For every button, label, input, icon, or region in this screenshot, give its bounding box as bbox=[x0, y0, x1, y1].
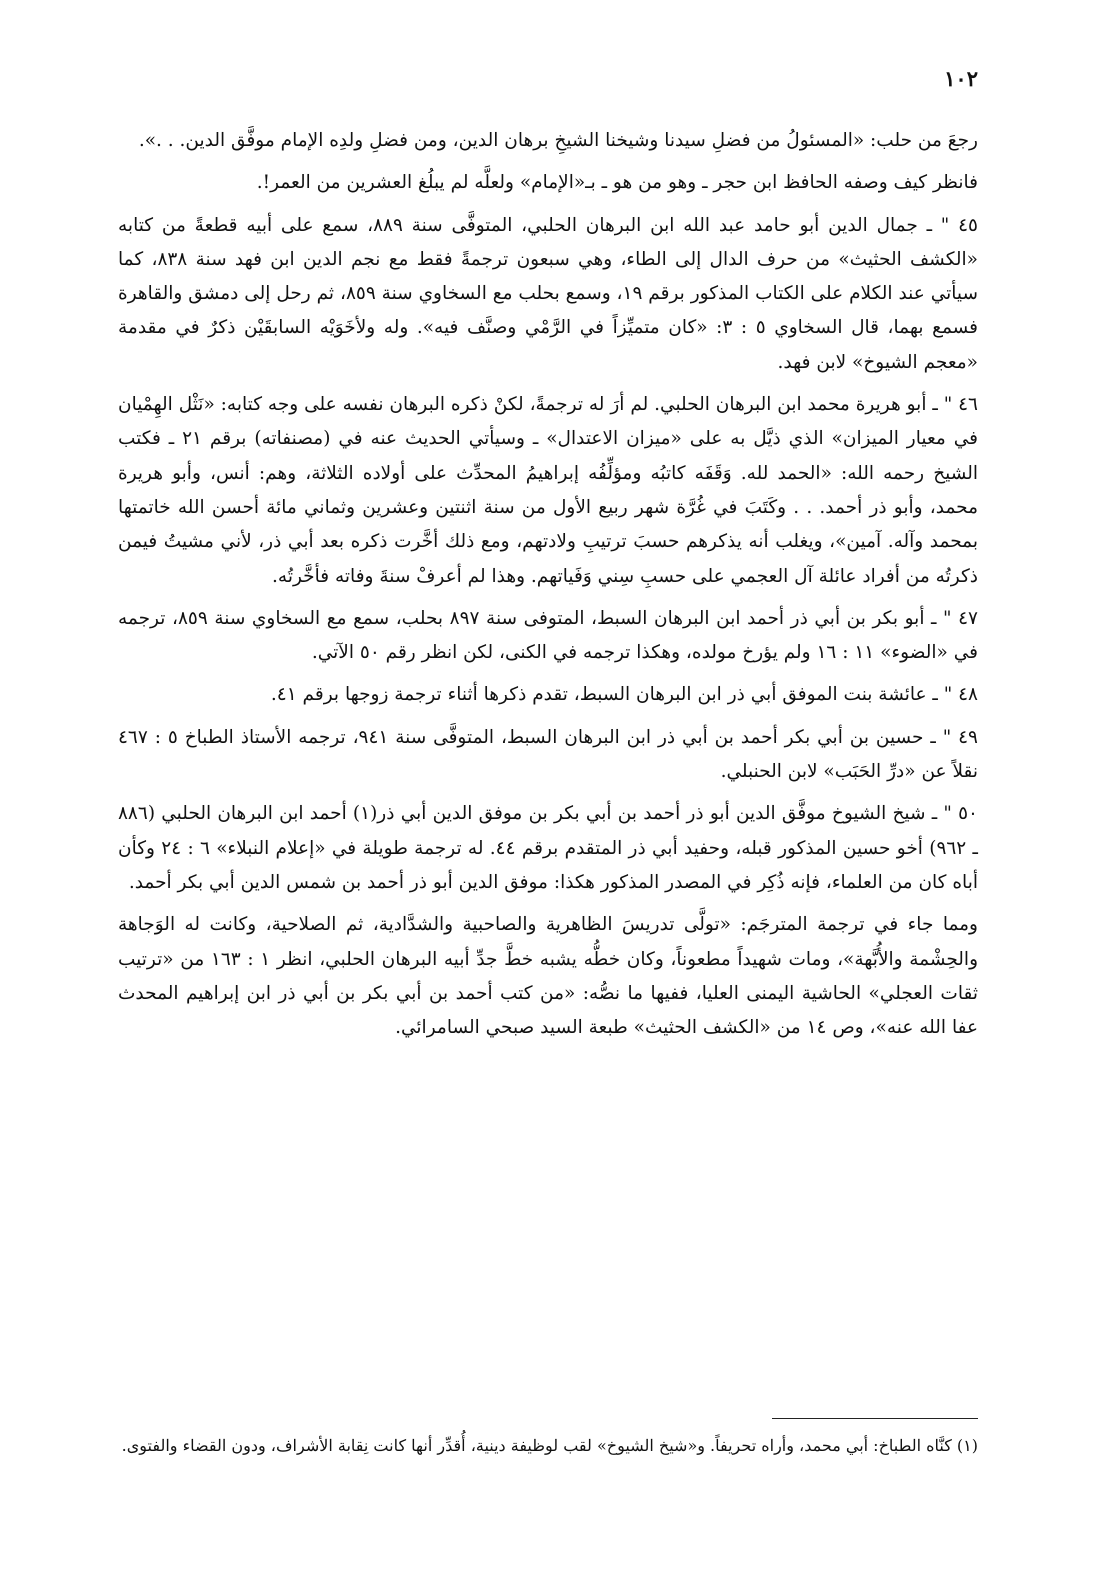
paragraph-continuation: رجعَ من حلب: «المسئولُ من فضلِ سيدنا وشيخنا الشيخِ برهان الدين، ومن فضلِ ولدِه الإمام موفَّق الدين. . .». bbox=[138, 130, 978, 151]
entry-50: ٥٠ " ـ شيخ الشيوخ موفَّق الدين أبو ذر أحمد بن أبي بكر بن موفق الدين أبي ذر(١) أحمد ابن البرهان الحلبي (٨٨٦ ـ ٩٦٢) أخو حسين المذكور قبله، وحفيد أبي ذر المتقدم برقم ٤٤. له ترجمة طويلة في «إعلام النبلاء» ٦ : ٢٤ وكأن أباه كان من العلماء، فإنه ذُكِر في المصدر المذكور هكذا: موفق الدين أبو ذر أحمد بن شمس الدين أبي بكر أحمد. bbox=[118, 803, 978, 893]
entry-49: ٤٩ " ـ حسين بن أبي بكر أحمد بن أبي ذر ابن البرهان السبط، المتوفَّى سنة ٩٤١، ترجمه الأستاذ الطباخ ٥ : ٤٦٧ نقلاً عن «درِّ الحَبَب» لابن الحنبلي. bbox=[118, 726, 978, 783]
footnote-divider bbox=[772, 1418, 978, 1419]
entry-50-continued: ومما جاء في ترجمة المترجَم: «تولَّى تدريسَ الظاهرية والصاحبية والشدَّادية، ثم الصلاحية، وكانت له الوَجاهة والحِشْمة والأُبَّهة»، ومات شهيداً مطعوناً، وكان خطُّه يشبه خطَّ جدِّ أبيه البرهان الحلبي، انظر ١ : ١٦٣ من «ترتيب ثقات العجلي» الحاشية اليمنى العليا، ففيها ما نصُّه: «من كتب أحمد بن أبي بكر بن أبي ذر ابن إبراهيم المحدث عفا الله عنه»، وص ١٤ من «الكشف الحثيث» طبعة السيد صبحي السامرائي. bbox=[118, 914, 979, 1039]
entry-47: ٤٧ " ـ أبو بكر بن أبي ذر أحمد ابن البرهان السبط، المتوفى سنة ٨٩٧ بحلب، سمع مع السخاوي سنة ٨٥٩، ترجمه في «الضوء» ١١ : ١٦ ولم يؤرخ مولده، وهكذا ترجمه في الكنى، لكن انظر رقم ٥٠ الآتي. bbox=[118, 607, 978, 664]
entry-45: ٤٥ " ـ جمال الدين أبو حامد عبد الله ابن البرهان الحلبي، المتوفَّى سنة ٨٨٩، سمع على أبيه قطعةً من كتابه «الكشف الحثيث» من حرف الدال إلى الطاء، وهي سبعون ترجمةً فقط مع نجم الدين ابن فهد سنة ٨٣٨، كما سيأتي عند الكلام على الكتاب المذكور برقم ١٩، وسمع بحلب مع السخاوي سنة ٨٥٩، ثم رحل إلى دمشق والقاهرة فسمع بهما، قال السخاوي ٥ : ٣: «كان متميِّزاً في الرَّمْي وصنَّف فيه». وله ولأخَوَيْه السابقَيْن ذكرٌ في مقدمة «معجم الشيوخ» لابن فهد. bbox=[118, 214, 979, 373]
footnote-1: (١) كنَّاه الطباخ: أبي محمد، وأراه تحريفاً. و«شيخ الشيوخ» لقب لوظيفة دينية، أُقدِّر أنها كانت نِقابة الأشراف، ودون القضاء والفتوى. bbox=[121, 1436, 978, 1455]
main-text bbox=[118, 124, 978, 1053]
entry-48: ٤٨ " ـ عائشة بنت الموفق أبي ذر ابن البرهان السبط، تقدم ذكرها أثناء ترجمة زوجها برقم ٤١. bbox=[270, 684, 978, 706]
paragraph-note: فانظر كيف وصفه الحافظ ابن حجر ـ وهو من هو ـ بـ«الإمام» ولعلَّه لم يبلُغ العشرين من العمر!. bbox=[256, 172, 978, 194]
footnotes bbox=[118, 1432, 978, 1467]
page-number: ١٠٢ bbox=[944, 66, 978, 91]
entry-46: ٤٦ " ـ أبو هريرة محمد ابن البرهان الحلبي. لم أرَ له ترجمةً، لكنْ ذكره البرهان نفسه على وجه كتابه: «نَثْل الهِمْيان في معيار الميزان» الذي ذيَّل به على «ميزان الاعتدال» ـ وسيأتي الحديث عنه في (مصنفاته) برقم ٢١ ـ فكتب الشيخ رحمه الله: «الحمد لله. وَقَفَه كاتبُه ومؤلِّفُه إبراهيمُ المحدِّث على أولاده الثلاثة، وهم: أنس، وأبو هريرة محمد، وأبو ذر أحمد. . . وكَتَبَ في غُرَّة شهر ربيع الأول من سنة اثنتين وعشرين وثماني مائة أحسن الله خاتمتها بمحمد وآله. آمين»، ويغلب أنه يذكرهم حسبَ ترتيبِ ولادتهم، ومع ذلك أخَّرت ذكره بعد أبي ذر، لأني مشيتُ فيمن ذكرتُه من أفراد عائلة آل العجمي على حسبِ سِني وَفَياتهم. وهذا لم أعرفْ سنةَ وفاته فأخَّرتُه. bbox=[118, 394, 978, 587]
